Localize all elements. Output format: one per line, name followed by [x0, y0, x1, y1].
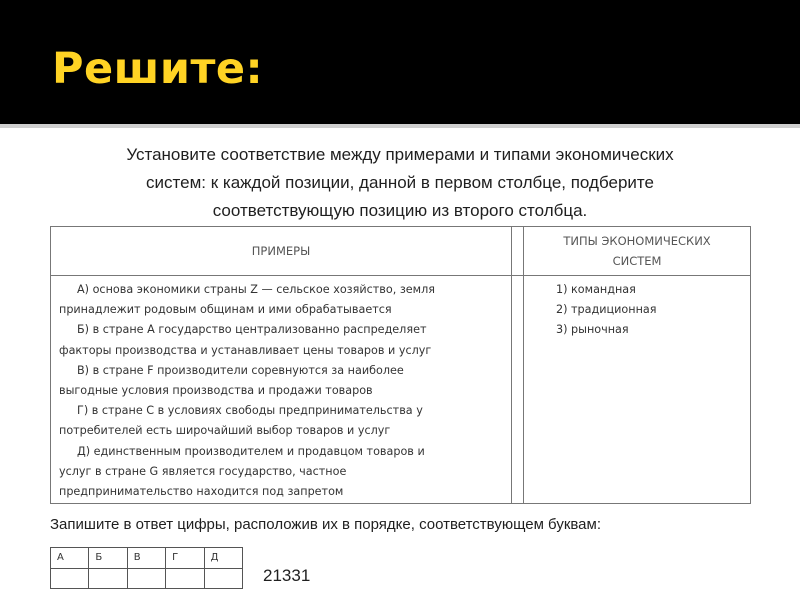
instruction-line: систем: к каждой позиции, данной в первом столбце, подберите — [146, 173, 654, 192]
instruction-line: соответствующую позицию из второго столбца. — [212, 201, 588, 220]
table-body-row — [51, 276, 751, 504]
example-text: Д) единственным производителем и продавцом товаров и — [77, 444, 425, 458]
matching-table — [50, 226, 751, 504]
types-header-line: СИСТЕМ — [612, 254, 662, 268]
example-text: факторы производства и устанавливает цены товаров и услуг — [59, 343, 432, 357]
type-item: 3) рыночная — [556, 323, 629, 337]
examples-header: ПРИМЕРЫ — [51, 227, 512, 276]
table-header-row — [51, 227, 751, 276]
answer-prompt: Запишите в ответ цифры, расположив их в порядке, соответствующем буквам: — [50, 516, 602, 533]
answer-cell[interactable] — [127, 568, 165, 589]
types-header-line: ТИПЫ ЭКОНОМИЧЕСКИХ — [563, 234, 711, 248]
example-text: А) основа экономики страны Z — сельское хозяйство, земля — [77, 283, 435, 296]
example-text: В) в стране F производители соревнуются за наиболее — [77, 363, 404, 377]
example-item-b — [59, 320, 505, 360]
examples-cell — [51, 276, 512, 504]
answer-value: 21331 — [263, 566, 311, 585]
answer-cell[interactable] — [51, 568, 89, 589]
example-item-g — [59, 401, 505, 441]
example-text: принадлежит родовым общинам и ими обрабатывается — [59, 303, 392, 317]
example-text: Б) в стране А государство централизованно распределяет — [77, 323, 427, 337]
separator-column — [512, 276, 524, 504]
answer-cell[interactable] — [204, 568, 242, 589]
answer-table — [50, 547, 243, 589]
types-header — [524, 227, 751, 276]
slide-header — [0, 0, 800, 124]
answer-letter: А — [51, 548, 89, 569]
type-item: 1) командная — [556, 283, 636, 296]
answer-letter: Д — [204, 548, 242, 569]
answer-letters-row — [51, 548, 243, 569]
answer-letter: Г — [166, 548, 204, 569]
slide-title: Решите: — [52, 44, 264, 94]
answer-digits-row — [51, 568, 243, 589]
type-item: 2) традиционная — [556, 303, 657, 317]
example-text: услуг в стране G является государство, частное — [59, 464, 347, 478]
separator-column — [512, 227, 524, 276]
answer-letter: Б — [89, 548, 127, 569]
example-text: предпринимательство находится под запретом — [59, 485, 344, 499]
types-cell — [524, 276, 751, 504]
task-instructions — [60, 141, 740, 225]
example-item-v — [59, 361, 505, 401]
example-item-a — [59, 280, 505, 320]
answer-cell[interactable] — [166, 568, 204, 589]
example-item-d — [59, 442, 505, 503]
example-text: выгодные условия производства и продажи товаров — [59, 384, 373, 398]
answer-letter: В — [127, 548, 165, 569]
example-text: потребителей есть широчайший выбор товаров и услуг — [59, 424, 391, 438]
instruction-line: Установите соответствие между примерами и типами экономических — [126, 145, 674, 164]
header-divider — [0, 124, 800, 128]
example-text: Г) в стране С в условиях свободы предпринимательства у — [77, 404, 423, 418]
answer-cell[interactable] — [89, 568, 127, 589]
